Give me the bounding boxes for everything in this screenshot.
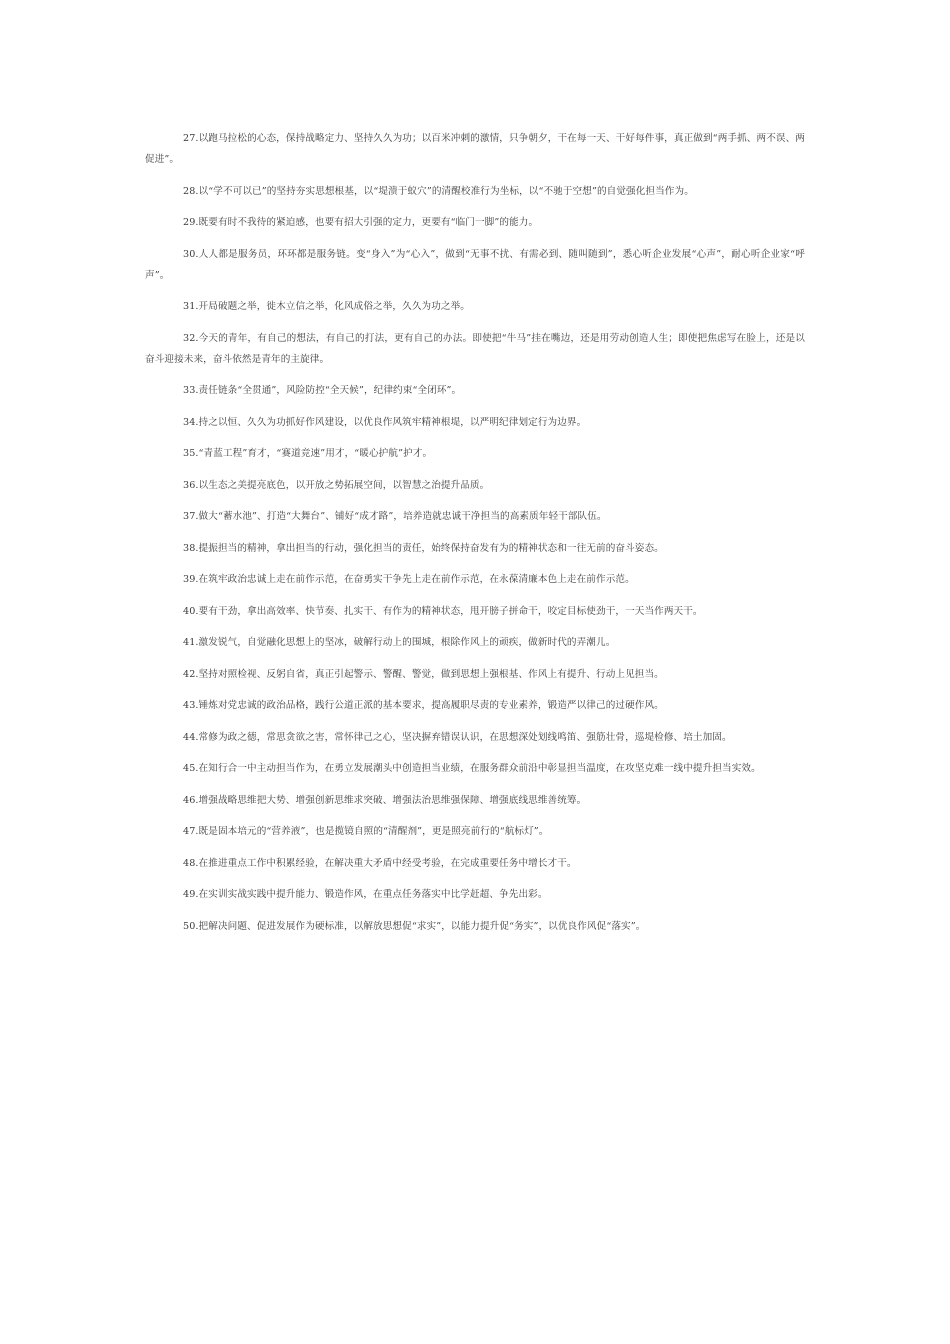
paragraph-32: 32.今天的青年，有自己的想法，有自己的打法，更有自己的办法。即使把“牛马”挂在嘴边，还是用劳动创造人生；即使把焦虑写在脸上，还是以奋斗迎接未来，奋斗依然是青年的主旋律。 bbox=[145, 332, 805, 365]
paragraph-42: 42.坚持对照检视、反躬自省，真正引起警示、警醒、警觉，做到思想上强根基、作风上有提升、行动上见担当。 bbox=[183, 668, 664, 680]
paragraph-44: 44.常修为政之德，常思贪欲之害，常怀律己之心，坚决摒弃错误认识，在思想深处划线鸣笛、强筋壮骨，巡堤检修、培土加固。 bbox=[183, 731, 732, 743]
paragraph-28: 28.以“学不可以已”的坚持夯实思想根基，以“堤溃于蚁穴”的清醒校准行为坐标，以“不驰于空想”的自觉强化担当作为。 bbox=[183, 185, 694, 197]
paragraph-48: 48.在推进重点工作中积累经验，在解决重大矛盾中经受考验，在完成重要任务中增长才干。 bbox=[183, 857, 577, 869]
paragraph-36: 36.以生态之美提亮底色，以开放之势拓展空间，以智慧之治提升品质。 bbox=[183, 479, 490, 491]
paragraph-35: 35.“青蓝工程”育才，“赛道竞速”用才，“暖心护航”护才。 bbox=[183, 448, 433, 459]
paragraph-45: 45.在知行合一中主动担当作为，在勇立发展潮头中创造担当业绩，在服务群众前沿中彰显担当温度，在攻坚克难一线中提升担当实效。 bbox=[183, 763, 761, 774]
paragraph-30: 30.人人都是服务员，环环都是服务链。变“身入”为“心入”，做到“无事不扰、有需必到、随叫随到”，悉心听企业发展“心声”，耐心听企业家“呼声”。 bbox=[145, 248, 805, 281]
paragraph-41: 41.激发锐气，自觉融化思想上的坚冰，破解行动上的围城，根除作风上的顽疾，做新时代的弄潮儿。 bbox=[183, 637, 616, 648]
paragraph-47: 47.既是固本培元的“营养液”，也是揽镜自照的“清醒剂”，更是照亮前行的“航标灯”。 bbox=[183, 826, 549, 837]
document-body bbox=[145, 128, 805, 947]
paragraph-49: 49.在实训实战实践中提升能力、锻造作风，在重点任务落实中比学赶超、争先出彩。 bbox=[183, 889, 548, 900]
paragraph-38: 38.提振担当的精神，拿出担当的行动，强化担当的责任，始终保持奋发有为的精神状态和一往无前的奋斗姿态。 bbox=[183, 542, 664, 554]
paragraph-34: 34.持之以恒、久久为功抓好作风建设，以优良作风筑牢精神根堤，以严明纪律划定行为边界。 bbox=[183, 416, 587, 428]
paragraph-39: 39.在筑牢政治忠诚上走在前作示范，在奋勇实干争先上走在前作示范，在永葆清廉本色上走在前作示范。 bbox=[183, 574, 635, 585]
paragraph-33: 33.责任链条“全贯通”，风险防控“全天候”，纪律约束“全闭环”。 bbox=[183, 385, 462, 396]
paragraph-50: 50.把解决问题、促进发展作为硬标准，以解放思想促“求实”，以能力提升促“务实”，以优良作风促“落实”。 bbox=[183, 920, 646, 932]
paragraph-46: 46.增强战略思维把大势、增强创新思维求突破、增强法治思维强保障、增强底线思维善统筹。 bbox=[183, 794, 587, 806]
paragraph-40: 40.要有干劲，拿出高效率、快节奏、扎实干、有作为的精神状态，甩开膀子拼命干，咬定目标使劲干，一天当作两天干。 bbox=[183, 605, 703, 617]
paragraph-43: 43.锤炼对党忠诚的政治品格，践行公道正派的基本要求，提高履职尽责的专业素养，锻造严以律己的过硬作风。 bbox=[183, 700, 664, 711]
paragraph-31: 31.开局破题之举，徙木立信之举，化风成俗之举，久久为功之举。 bbox=[183, 301, 470, 312]
paragraph-29: 29.既要有时不我待的紧迫感，也要有招大引强的定力，更要有“临门一脚”的能力。 bbox=[183, 217, 539, 228]
paragraph-27: 27.以跑马拉松的心态，保持战略定力、坚持久久为功；以百米冲刺的激情，只争朝夕，干在每一天、干好每件事，真正做到“两手抓、两不误、两促进”。 bbox=[145, 133, 805, 165]
paragraph-37: 37.做大“蓄水池”、打造“大舞台”、铺好“成才路”，培养造就忠诚干净担当的高素质年轻干部队伍。 bbox=[183, 511, 607, 522]
